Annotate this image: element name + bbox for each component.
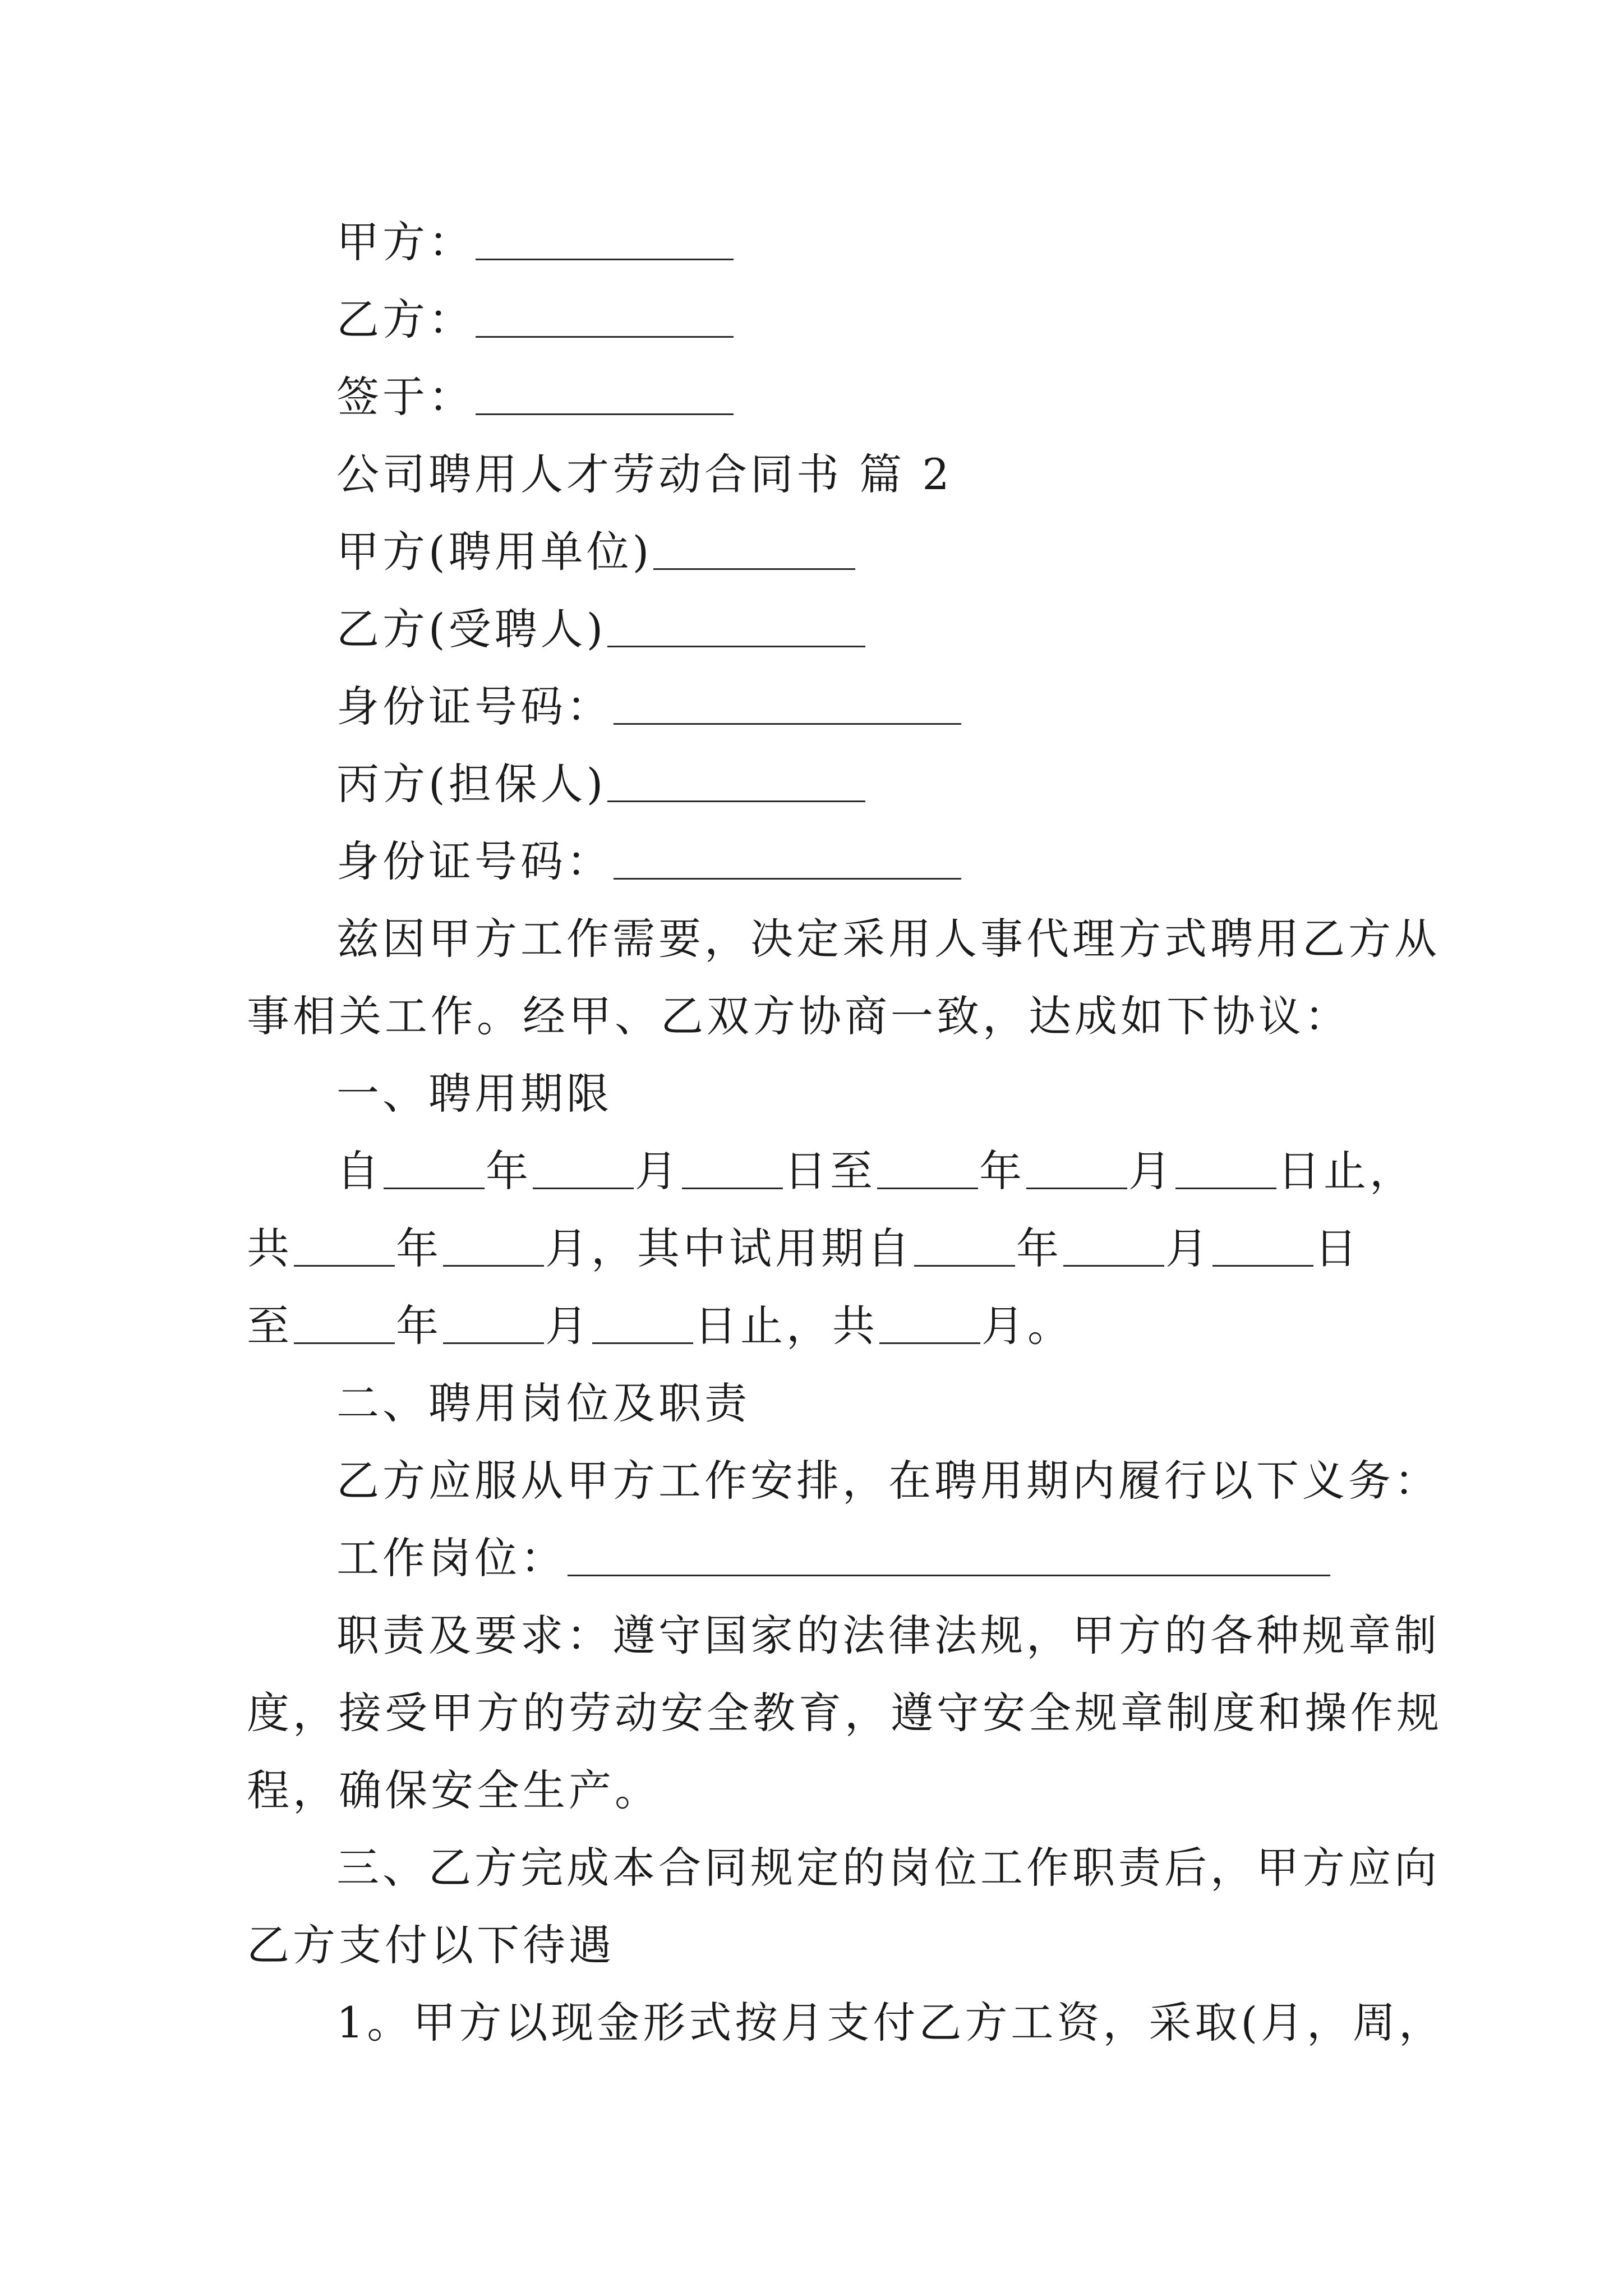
blank — [1063, 1265, 1164, 1267]
blank — [1026, 1188, 1127, 1189]
paragraph-intro-text-1: 兹因甲方工作需要，决定采用人事代理方式聘用乙方从 — [336, 914, 1440, 964]
job-position-label: 工作岗位： — [336, 1533, 566, 1583]
id-number-label-2: 身份证号码： — [336, 836, 612, 886]
blank — [384, 1188, 485, 1189]
term-line-3 — [247, 1298, 1073, 1354]
blank — [533, 1188, 634, 1189]
section-title — [336, 447, 953, 503]
blank — [294, 1342, 395, 1344]
term-total: 共 — [247, 1223, 293, 1273]
section-title-text: 公司聘用人才劳动合同书 篇 2 — [336, 449, 953, 499]
employee-line — [336, 601, 866, 657]
term-probation-from: 月，其中试用期自 — [545, 1223, 913, 1273]
term-month-1: 月 — [635, 1146, 681, 1196]
term-year-3: 年 — [396, 1223, 442, 1273]
heading-term — [336, 1066, 612, 1122]
obligation-line — [336, 1453, 1440, 1509]
blank — [1175, 1188, 1276, 1189]
term-month-4: 月 — [1165, 1223, 1211, 1273]
blank — [592, 1342, 693, 1344]
term-year-4: 年 — [1016, 1223, 1062, 1273]
employer-line — [336, 524, 856, 580]
id-number-blank-2 — [614, 878, 961, 880]
signed-at-blank — [476, 413, 734, 415]
party-a-line — [336, 214, 735, 270]
salary-text: 1。甲方以现金形式按月支付乙方工资，采取(月，周， — [336, 1998, 1445, 2047]
employer-label: 甲方(聘用单位) — [336, 527, 653, 577]
blank — [294, 1265, 395, 1267]
duties-line-3 — [247, 1763, 661, 1819]
employee-blank — [607, 646, 865, 647]
compensation-text-1: 三、乙方完成本合同规定的岗位工作职责后，甲方应向 — [336, 1843, 1440, 1893]
paragraph-intro-line-2 — [247, 988, 1350, 1045]
duties-line-2 — [247, 1685, 1442, 1741]
blank — [443, 1342, 544, 1344]
id-number-blank-1 — [614, 723, 961, 725]
id-number-line-2 — [336, 834, 962, 890]
paragraph-intro-line-1 — [336, 911, 1440, 967]
term-month-5: 月 — [545, 1301, 591, 1351]
duties-text-3: 程，确保安全生产。 — [247, 1765, 661, 1815]
term-to: 至 — [247, 1301, 293, 1351]
blank — [879, 1342, 980, 1344]
duties-text-1: 职责及要求：遵守国家的法律法规，甲方的各种规章制 — [336, 1611, 1440, 1660]
paragraph-intro-text-2: 事相关工作。经甲、乙双方协商一致，达成如下协议： — [247, 991, 1350, 1041]
term-day-total: 日止，共 — [694, 1301, 878, 1351]
guarantor-line — [336, 756, 866, 812]
guarantor-blank — [607, 800, 865, 802]
blank — [443, 1265, 544, 1267]
obligation-text: 乙方应服从甲方工作安排，在聘用期内履行以下义务： — [336, 1456, 1440, 1506]
employer-blank — [653, 568, 855, 570]
term-month-2: 月 — [1128, 1146, 1174, 1196]
party-b-label: 乙方： — [336, 295, 474, 344]
party-b-blank — [476, 336, 734, 338]
blank — [914, 1265, 1015, 1267]
term-year-5: 年 — [396, 1301, 442, 1351]
blank — [1212, 1265, 1313, 1267]
term-year-2: 年 — [979, 1146, 1025, 1196]
heading-term-text: 一、聘用期限 — [336, 1069, 612, 1119]
heading-position — [336, 1375, 750, 1432]
id-number-label-1: 身份证号码： — [336, 682, 612, 731]
party-b-line — [336, 292, 735, 348]
signed-at-label: 签于： — [336, 372, 474, 422]
compensation-line-2 — [247, 1917, 615, 1973]
guarantor-label: 丙方(担保人) — [336, 759, 607, 809]
id-number-line-1 — [336, 679, 962, 735]
blank — [877, 1188, 978, 1189]
compensation-line-1 — [336, 1840, 1440, 1896]
term-day-4: 日 — [1315, 1223, 1361, 1273]
compensation-text-2: 乙方支付以下待遇 — [247, 1920, 615, 1970]
blank — [682, 1188, 783, 1189]
signed-at-line — [336, 369, 735, 425]
salary-line — [336, 1995, 1445, 2051]
employee-label: 乙方(受聘人) — [336, 604, 607, 654]
term-line-1 — [336, 1143, 1415, 1199]
duties-line-1 — [336, 1608, 1440, 1664]
party-a-blank — [476, 259, 734, 260]
term-day-to: 日至 — [784, 1146, 876, 1196]
term-year-1: 年 — [486, 1146, 532, 1196]
heading-position-text: 二、聘用岗位及职责 — [336, 1378, 750, 1428]
job-position-blank — [568, 1575, 1330, 1576]
term-from: 自 — [336, 1146, 382, 1196]
term-months-end: 月。 — [981, 1301, 1073, 1351]
party-a-label: 甲方： — [336, 217, 474, 267]
job-position-line — [336, 1530, 1331, 1586]
term-line-2 — [247, 1221, 1361, 1277]
duties-text-2: 度，接受甲方的劳动安全教育，遵守安全规章制度和操作规 — [247, 1688, 1442, 1738]
term-day-end: 日止， — [1278, 1146, 1415, 1196]
